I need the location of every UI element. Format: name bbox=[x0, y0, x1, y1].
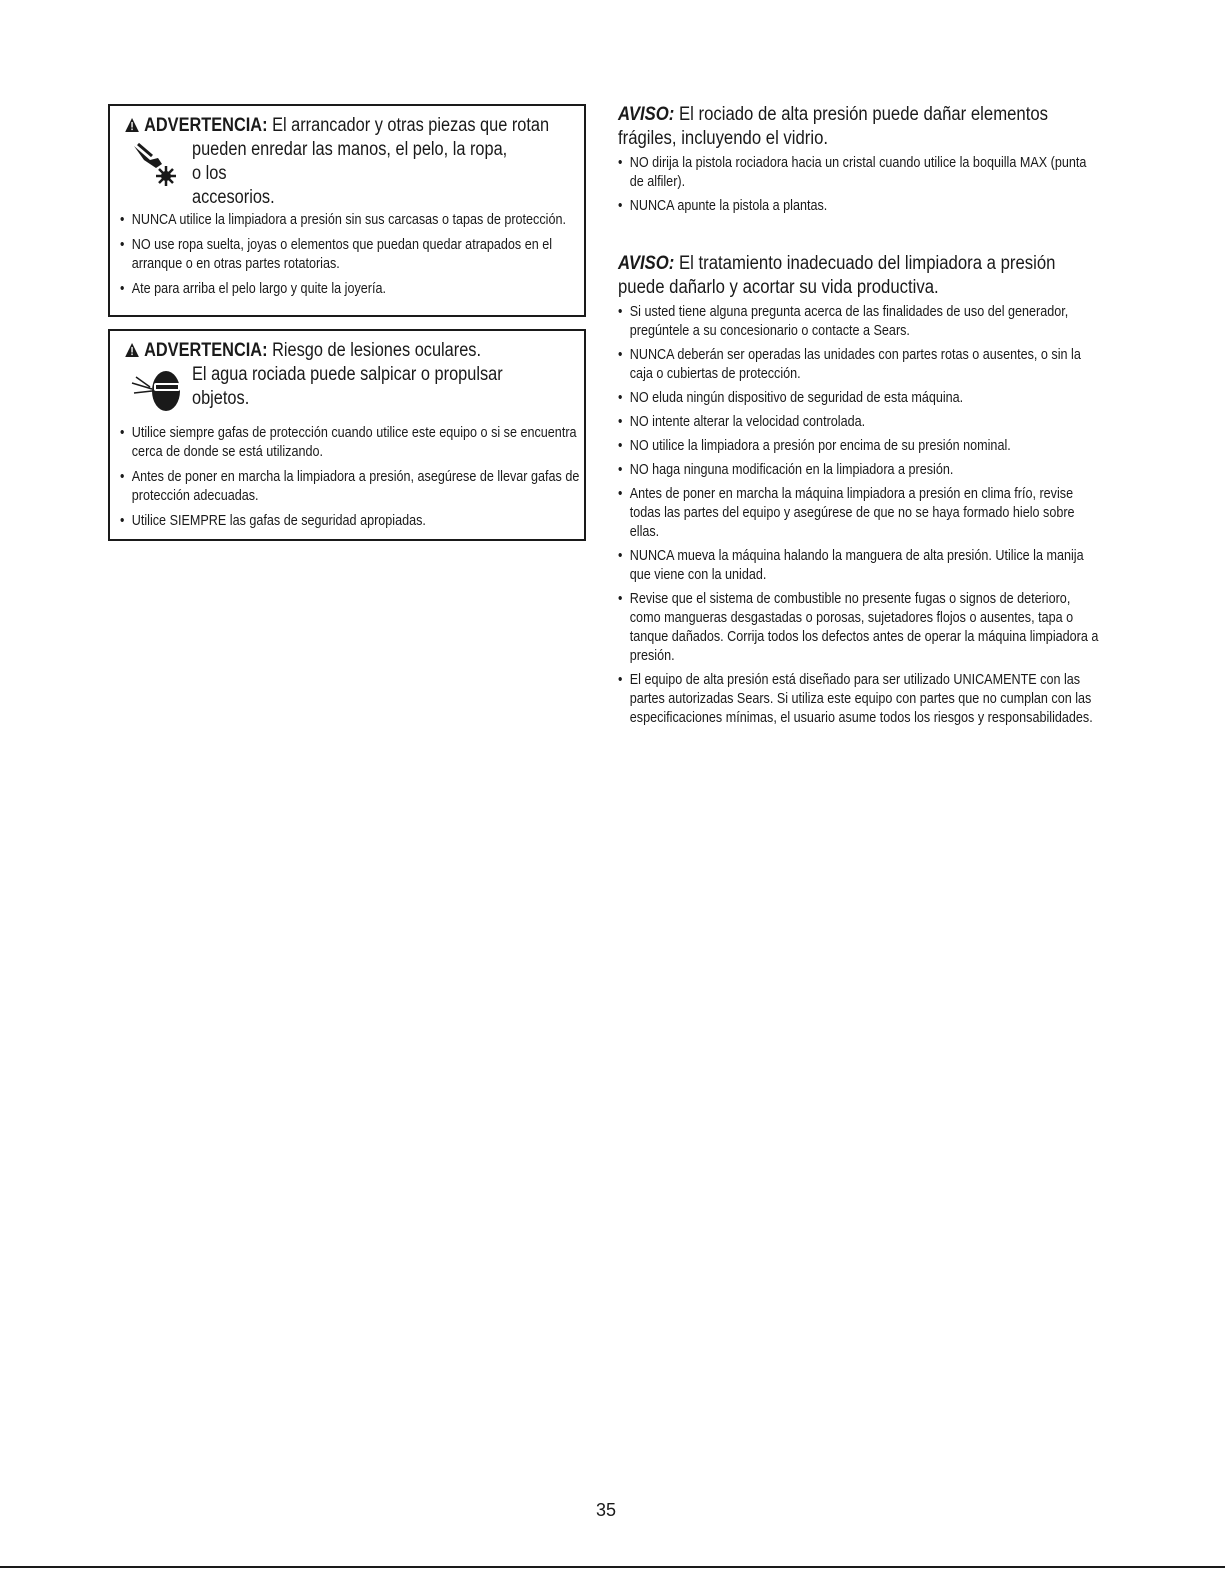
entanglement-hazard-icon bbox=[120, 138, 192, 198]
list-item: • Antes de poner en marcha la máquina limpiadora a presión en clima frío, revise todas las partes del equipo y asegúrese de que no se haya formado hielo sobre ellas. bbox=[618, 484, 1100, 541]
notice-title-line1: El rociado de alta presión puede dañar elementos bbox=[674, 104, 1049, 125]
warning-subtext-line2: objetos. bbox=[192, 388, 250, 409]
warning-triangle-icon bbox=[125, 343, 139, 357]
list-item: • NUNCA mueva la máquina halando la manguera de alta presión. Utilice la manija que viene con la unidad. bbox=[618, 546, 1100, 584]
list-item: • NO intente alterar la velocidad controlada. bbox=[618, 412, 1100, 431]
notice-section-improper-treatment bbox=[618, 252, 1098, 732]
notice-bullet-list bbox=[618, 153, 1098, 215]
notice-title-line2: frágiles, incluyendo el vidrio. bbox=[618, 128, 829, 149]
list-item: • NO utilice la limpiadora a presión por encima de su presión nominal. bbox=[618, 436, 1100, 455]
list-item: • Antes de poner en marcha la limpiadora a presión, asegúrese de llevar gafas de protección adecuadas. bbox=[120, 467, 585, 505]
notice-title-line1: El tratamiento inadecuado del limpiadora a presión bbox=[674, 253, 1056, 274]
warning-title: Riesgo de lesiones oculares. bbox=[267, 340, 481, 361]
list-item: • Ate para arriba el pelo largo y quite la joyería. bbox=[120, 279, 585, 298]
notice-title-line2: puede dañarlo y acortar su vida productiva. bbox=[618, 277, 939, 298]
page-number: 35 bbox=[595, 1500, 617, 1520]
list-item: • NO dirija la pistola rociadora hacia un cristal cuando utilice la boquilla MAX (punta de alfiler). bbox=[618, 153, 1100, 191]
list-item: • Utilice siempre gafas de protección cuando utilice este equipo o si se encuentra cerca de donde se está utilizando. bbox=[120, 423, 585, 461]
notice-bullet-list bbox=[618, 302, 1098, 727]
notice-heading bbox=[618, 103, 1102, 151]
list-item: • El equipo de alta presión está diseñado para ser utilizado UNICAMENTE con las partes autorizadas Sears. Si utiliza este equipo con partes que no cumplan con las especificaciones mínimas, el usuario asume todos los riesgos y responsabilidades. bbox=[618, 670, 1100, 727]
warning-bullet-list bbox=[120, 423, 580, 530]
notice-label: AVISO: bbox=[618, 104, 675, 125]
warning-subtext-line1: pueden enredar las manos, el pelo, la ropa, o los bbox=[192, 139, 508, 184]
notice-section-high-pressure bbox=[618, 103, 1098, 220]
warning-heading bbox=[120, 339, 578, 363]
warning-box-entanglement bbox=[108, 104, 586, 317]
notice-label: AVISO: bbox=[618, 253, 675, 274]
warning-bullet-list bbox=[120, 210, 574, 298]
list-item: • Utilice SIEMPRE las gafas de seguridad apropiadas. bbox=[120, 511, 585, 530]
list-item: • NO use ropa suelta, joyas o elementos que puedan quedar atrapados en el arranque o en otras partes rotatorias. bbox=[120, 235, 585, 273]
list-item: • Revise que el sistema de combustible no presente fugas o signos de deterioro, como mangueras desgastadas o porosas, sujetadores flojos o ausentes, tapa o tanque dañados. Corrija todos los defectos antes de operar la máquina limpiadora a presión. bbox=[618, 589, 1100, 665]
warning-heading bbox=[120, 114, 578, 138]
eye-protection-icon bbox=[120, 363, 192, 423]
list-item: • NO eluda ningún dispositivo de seguridad de esta máquina. bbox=[618, 388, 1100, 407]
warning-title: El arrancador y otras piezas que rotan bbox=[267, 115, 550, 136]
list-item: • NUNCA apunte la pistola a plantas. bbox=[618, 196, 1100, 215]
notice-heading bbox=[618, 252, 1102, 300]
list-item: • NUNCA utilice la limpiadora a presión sin sus carcasas o tapas de protección. bbox=[120, 210, 585, 229]
list-item: • NUNCA deberán ser operadas las unidades con partes rotas o ausentes, o sin la caja o cubiertas de protección. bbox=[618, 345, 1100, 383]
warning-box-eye-injury bbox=[108, 329, 586, 541]
warning-subtext-line2: accesorios. bbox=[192, 187, 275, 208]
warning-label: ADVERTENCIA: bbox=[144, 115, 268, 136]
warning-triangle-icon bbox=[125, 118, 139, 132]
warning-subtext-line1: El agua rociada puede salpicar o propulsar bbox=[192, 364, 503, 385]
warning-label: ADVERTENCIA: bbox=[144, 340, 268, 361]
bottom-divider bbox=[0, 1566, 1225, 1568]
list-item: • NO haga ninguna modificación en la limpiadora a presión. bbox=[618, 460, 1100, 479]
list-item: • Si usted tiene alguna pregunta acerca de las finalidades de uso del generador, pregúntele a su concesionario o contacte a Sears. bbox=[618, 302, 1100, 340]
